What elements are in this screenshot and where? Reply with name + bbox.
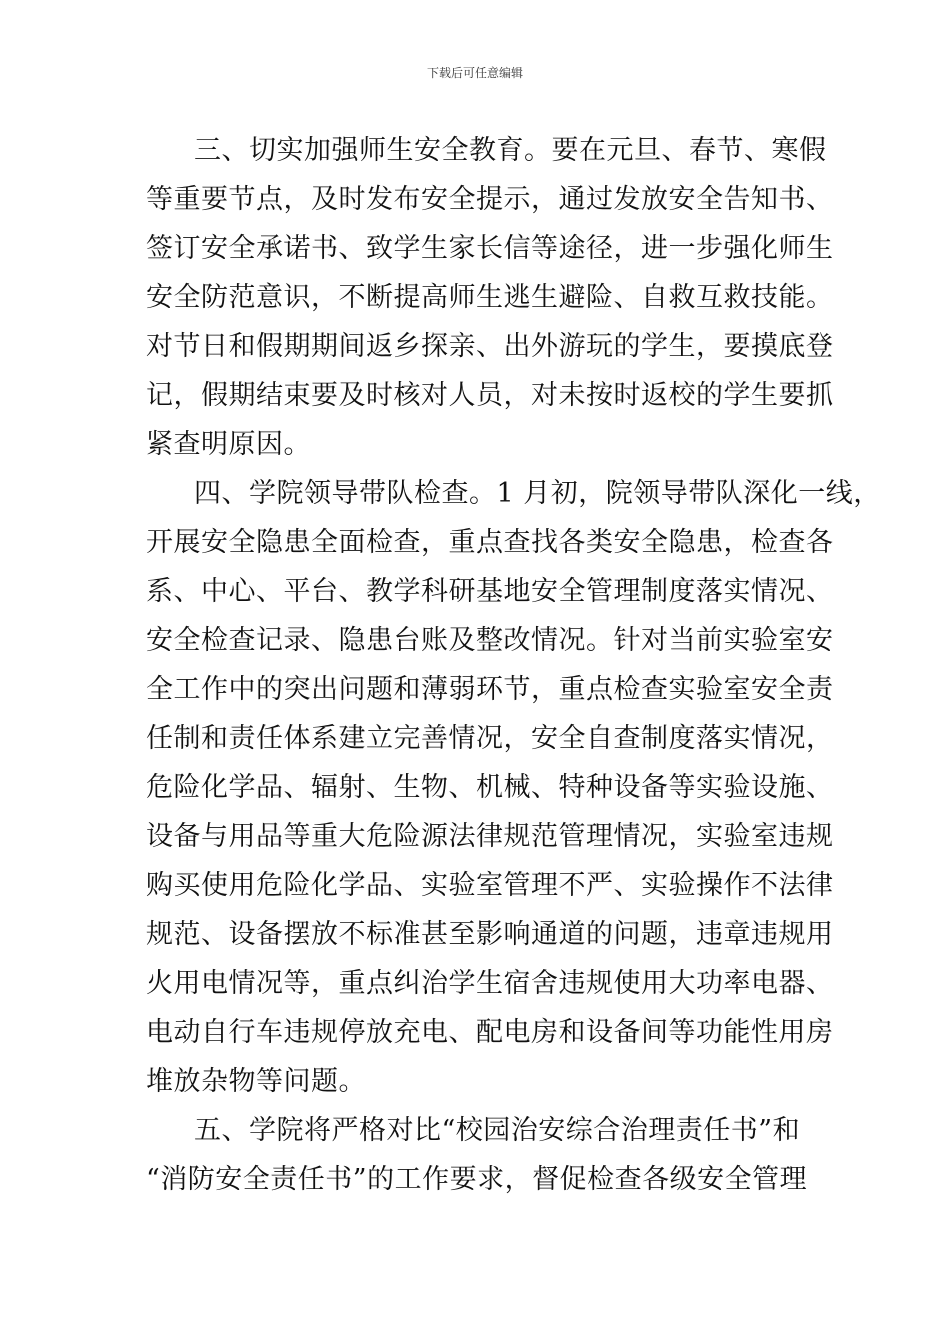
text-line: 等重要节点，及时发布安全提示，通过发放安全告知书、 <box>146 184 834 215</box>
text-line: 购买使用危险化学品、实验室管理不严、实验操作不法律 <box>146 870 834 901</box>
text-line: 设备与用品等重大危险源法律规范管理情况，实验室违规 <box>146 821 834 852</box>
text-line: 签订安全承诺书、致学生家长信等途径，进一步强化师生 <box>146 233 834 264</box>
page-header: 下载后可任意编辑 <box>426 66 523 80</box>
text-line: 堆放杂物等问题。 <box>146 1066 366 1097</box>
text-line: 紧查明原因。 <box>146 429 311 460</box>
paragraph-section-3 <box>146 126 834 469</box>
text-line: 全工作中的突出问题和薄弱环节，重点检查实验室安全责 <box>146 674 834 705</box>
document-body <box>146 126 881 1204</box>
paragraph-section-4 <box>146 469 881 1106</box>
text-line: 电动自行车违规停放充电、配电房和设备间等功能性用房 <box>146 1017 834 1048</box>
text-line: 开展安全隐患全面检查，重点查找各类安全隐患，检查各 <box>146 527 834 558</box>
text-line: “消防安全责任书”的工作要求，督促检查各级安全管理 <box>146 1164 808 1195</box>
text-line: 系、中心、平台、教学科研基地安全管理制度落实情况、 <box>146 576 834 607</box>
text-line: 对节日和假期期间返乡探亲、出外游玩的学生，要摸底登 <box>146 331 834 362</box>
text-line: 安全检查记录、隐患台账及整改情况。针对当前实验室安 <box>146 625 834 656</box>
text-line: 三、切实加强师生安全教育。要在元旦、春节、寒假 <box>194 135 827 166</box>
text-line: 危险化学品、辐射、生物、机械、特种设备等实验设施、 <box>146 772 834 803</box>
text-line: 火用电情况等，重点纠治学生宿舍违规使用大功率电器、 <box>146 968 834 999</box>
text-line: 五、学院将严格对比“校园治安综合治理责任书”和 <box>194 1115 801 1146</box>
paragraph-section-5 <box>146 1106 826 1204</box>
text-line: 安全防范意识，不断提高师生逃生避险、自救互救技能。 <box>146 282 834 313</box>
text-line: 记，假期结束要及时核对人员，对未按时返校的学生要抓 <box>146 380 834 411</box>
text-line: 规范、设备摆放不标准甚至影响通道的问题，违章违规用 <box>146 919 834 950</box>
text-line: 任制和责任体系建立完善情况，安全自查制度落实情况， <box>146 723 834 754</box>
text-line: 四、学院领导带队检查。1 月初，院领导带队深化一线， <box>194 478 881 509</box>
